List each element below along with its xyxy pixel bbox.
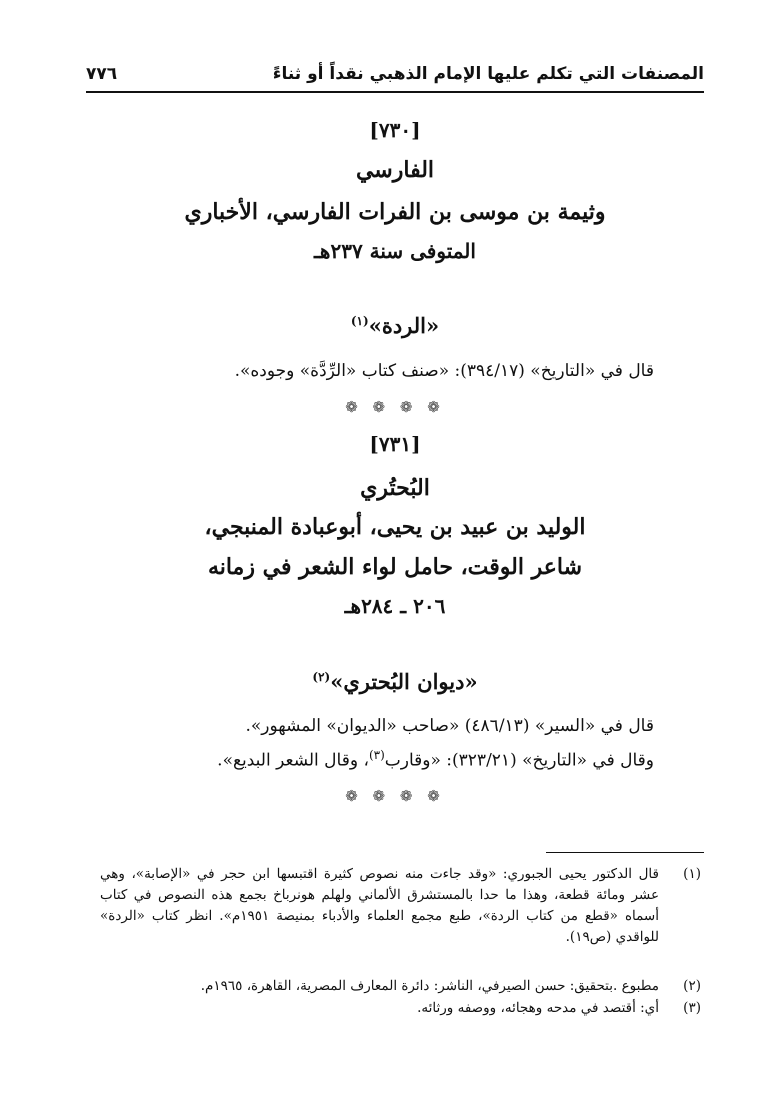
author-full-name-line2: شاعر الوقت، حامل لواء الشعر في زمانه [207, 554, 583, 580]
author-full-name-line1: الوليد بن عبيد بن يحيى، أبوعبادة المنبجي، [204, 514, 586, 540]
footnote [100, 976, 701, 997]
quote-line: وقال في «التاريخ» (٣٢٣/٢١): «وقارب$^{(٣)}$، وقال الشعر البديع». [217, 748, 654, 771]
separator-stars: ❁ ❁ ❁ ❁ [345, 787, 445, 805]
footnote-ref: (٣) [368, 748, 385, 762]
book-title [86, 669, 704, 694]
quote-line: قال في «التاريخ» (٣٩٤/١٧): «صنف كتاب «الرِّدَّة» وجوده». [234, 361, 654, 381]
running-title: المصنفات التي تكلم عليها الإمام الذهبي نقداً أو ثناءً [272, 64, 704, 84]
author-full-name: وثيمة بن موسى بن الفرات الفارسي، الأخباري [184, 199, 606, 225]
footnote-number: (١) [683, 866, 701, 882]
quote-line: قال في «السير» (٤٨٦/١٣) «صاحب «الديوان» المشهور». [245, 716, 654, 736]
footnote-text: قال الدكتور يحيى الجبوري: «وقد جاءت منه نصوص كثيرة اقتبسها ابن حجر في «الإصابة»، وهي عشر ومائة قطعة، وهذا ما حدا بالمستشرق الألماني ولهلم هونرباخ بجمع هذه النصوص في كتاب أسماه «قطع من كتاب الردة»، طبع مجمع العلماء والأدباء بمنيصة ١٩٥١م». انظر كتاب «الردة» للواقدي (ص١٩). [100, 866, 659, 945]
footnote-ref: (٢) [312, 670, 331, 684]
entry-number: [٧٣٠] [369, 118, 421, 142]
footnote-ref: (١) [350, 314, 369, 328]
author-life-dates: ٢٠٦ ـ ٢٨٤هـ [344, 594, 446, 618]
entry-number: [٧٣١] [369, 432, 421, 456]
book-title-text: «ديوان البُحتري» [330, 669, 478, 694]
footnote-rule [546, 852, 704, 853]
footnote [100, 998, 701, 1019]
book-title [86, 313, 704, 338]
page-header [86, 60, 704, 88]
footnote-number: (٢) [683, 978, 701, 994]
author-death-date: المتوفى سنة ٢٣٧هـ [314, 239, 476, 263]
separator-stars: ❁ ❁ ❁ ❁ [345, 398, 445, 416]
author-short-name: الفارسي [355, 157, 435, 183]
page-number: ٧٧٦ [86, 64, 118, 84]
footnote-text: أي: أقتصد في مدحه وهجائه، ووصفه ورثائه. [417, 1000, 659, 1016]
footnote-text: مطبوع .بتحقيق: حسن الصيرفي، الناشر: دائرة المعارف المصرية، القاهرة، ١٩٦٥م. [200, 978, 659, 994]
footnote-number: (٣) [683, 1000, 701, 1016]
footnote [100, 864, 701, 948]
book-title-text: «الردة» [368, 313, 440, 338]
author-short-name: البُحتُري [360, 475, 430, 501]
header-rule [86, 91, 704, 93]
